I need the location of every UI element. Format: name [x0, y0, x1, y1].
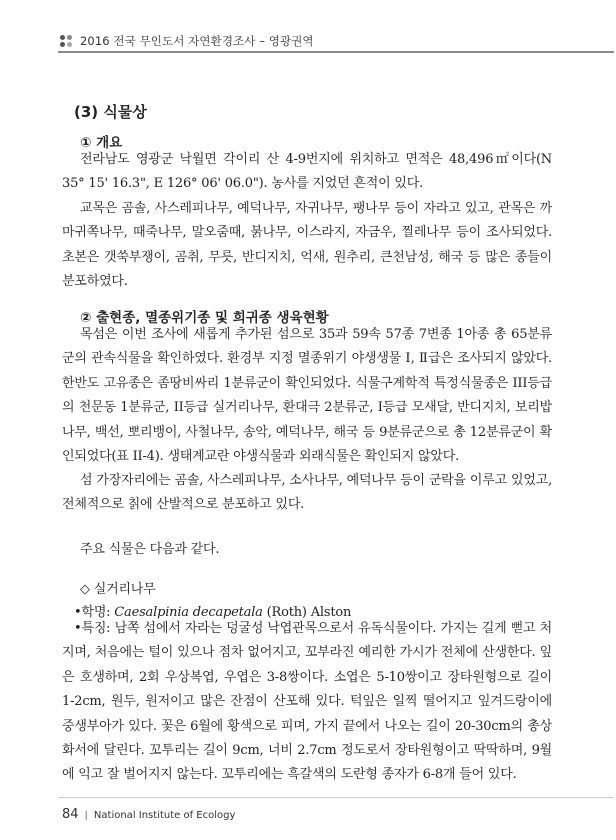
footer-separator: | — [84, 810, 88, 821]
header-divider — [58, 51, 614, 53]
overview-paragraph-location: 전라남도 영광군 낙월면 각이리 산 4-9번지에 위치하고 면적은 48,496㎡이다(N 35° 15' 16.3", E 126° 06' 06.0"). 농사를 지었던 흔적이 있다. — [62, 152, 552, 192]
subsection-species-heading: ② 출현종, 멸종위기종 및 희귀종 생육현황 — [80, 310, 329, 326]
section-heading: (3) 식물상 — [74, 103, 147, 121]
plant-name: ◇ 실거리나무 — [80, 582, 156, 597]
plant-feature-paragraph: •특징: 남쪽 섬에서 자라는 덩굴성 낙엽관목으로서 유독식물이다. 가지는 길게 뻗고 처지며, 처음에는 털이 있으나 점차 없어지고, 꼬부라진 예리한 가시가 전체에 산생한다. 잎은 호생하며, 2회 우상복엽, 우엽은 3-8쌍이다. 소엽은 5-10쌍이고 장타원형으로 길이 1-2cm, 원두, 원저이고 많은 잔점이 산포해 있다. 턱잎은 일찍 떨어지고 잎겨드랑이에 중생부아가 있다. 꽃은 6월에 황색으로 피며, 가지 끝에서 나오는 길이 20-30cm의 총상화서에 달린다. 꼬투리는 길이 9cm, 너비 2.7cm 정도로서 장타원형이고 딱딱하며, 9월에 익고 잘 벌어지지 않는다. 꼬투리에는 흑갈색의 도란형 종자가 6-8개 들어 있다. — [62, 621, 552, 783]
scientific-name-label: •학명: — [74, 605, 115, 620]
overview-paragraph-vegetation: 교목은 곰솔, 사스레피나무, 예덕나무, 자귀나무, 팽나무 등이 자라고 있고, 관목은 까마귀쪽나무, 때죽나무, 말오줌때, 붉나무, 이스라지, 자금우, 찔레나무 등이 조사되었다. 초본은 갯쑥부쟁이, 곰취, 무릇, 반디지치, 억새, 원추리, 큰천남성, 해국 등 많은 종들이 분포하였다. — [62, 201, 552, 290]
footer-divider — [58, 797, 614, 798]
species-paragraph-distribution: 섬 가장자리에는 곰솔, 사스레피나무, 소사나무, 예덕나무 등이 군락을 이루고 있었고, 전체적으로 칡에 산발적으로 분포하고 있다. — [62, 473, 552, 513]
dot-icon — [67, 35, 72, 40]
dot-icon — [60, 42, 65, 47]
dot-icon — [67, 42, 72, 47]
page-footer — [62, 803, 235, 822]
main-plants-intro: 주요 식물은 다음과 같다. — [80, 542, 220, 557]
species-paragraph-status: 목섬은 이번 조사에 새롭게 추가된 섬으로 35과 59속 57종 7변종 1아종 총 65분류군의 관속식물을 확인하였다. 환경부 지정 멸종위기 야생생물 Ⅰ, Ⅱ급은 조사되지 않았다. 한반도 고유종은 좀땅비싸리 1분류군이 확인되었다. 식물구계학적 특정식물종은 III등급의 천문동 1분류군, II등급 실거리나무, 환대극 2분류군, I등급 모새달, 반디지치, 보리밥나무, 백선, 뽀리뱅이, 사철나무, 송악, 예덕나무, 해국 등 9분류군으로 총 12분류군이 확인되었다(표 II-4). 생태계교란 야생식물과 외래식물은 확인되지 않았다. — [62, 327, 552, 465]
subsection-overview-heading: ① 개요 — [80, 135, 123, 151]
institute-name: National Institute of Ecology — [93, 810, 236, 821]
dot-icon — [60, 35, 65, 40]
header-title: 2016 전국 무인도서 자연환경조사 – 영광권역 — [80, 34, 314, 48]
scientific-name: Caesalpinia decapetala — [114, 605, 263, 620]
page-number: 84 — [62, 807, 79, 822]
page-header — [0, 0, 616, 56]
header-dots-icon — [60, 35, 74, 47]
scientific-name-author: (Roth) Alston — [262, 605, 352, 620]
